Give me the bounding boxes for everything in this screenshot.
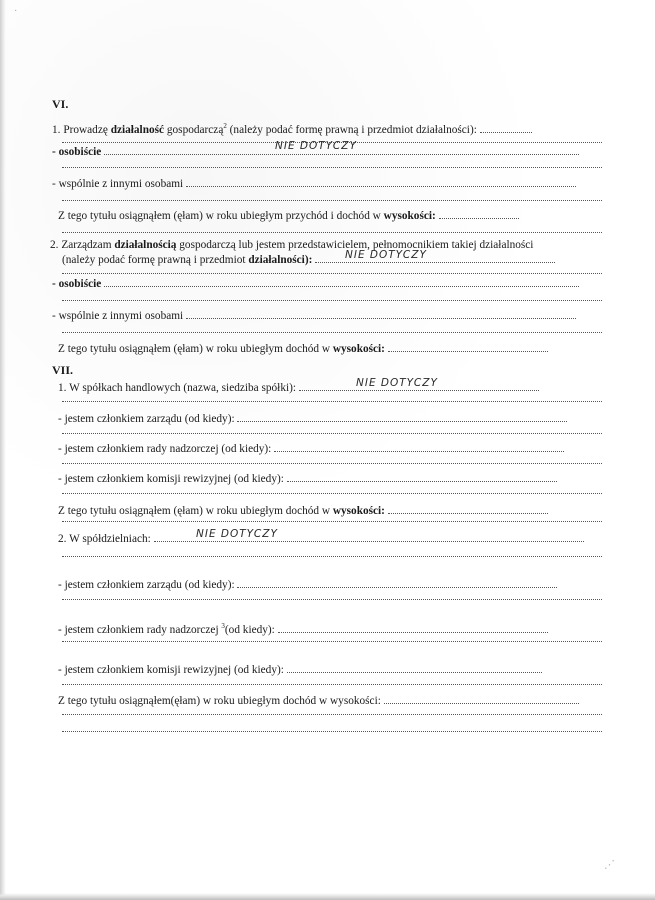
- section-6-item-2-subheader: [62, 253, 555, 267]
- handwritten-answer: NIE DOTYCZY: [345, 249, 427, 261]
- audit-label: - jestem członkiem komisji rewizyjnej (od kiedy):: [58, 664, 284, 676]
- joint-label: - wspólnie z innymi osobami: [52, 310, 184, 322]
- handwritten-answer: NIE DOTYCZY: [196, 528, 278, 540]
- section-6-item-2-header: [50, 239, 533, 252]
- answer-line: [62, 332, 602, 333]
- income-text: Z tego tytułu osiągnąłem(ęłam) w roku ubiegłym dochód w wysokości:: [58, 695, 381, 707]
- answer-dots: [480, 123, 532, 133]
- answer-dots: [388, 342, 548, 352]
- item-text-pre: Prowadzę: [63, 123, 108, 136]
- answer-dots: [237, 412, 567, 422]
- handwritten-answer: NIE DOTYCZY: [356, 377, 438, 389]
- supervisory-label: - jestem członkiem rady nadzorczej: [58, 623, 219, 636]
- item-text-tail: (należy podać formę prawną i przedmiot działalności):: [229, 123, 477, 136]
- board-label: - jestem członkiem zarządu (od kiedy):: [58, 413, 235, 425]
- scan-edge-left: [0, 0, 6, 900]
- answer-dots: [278, 623, 548, 633]
- answer-line: [62, 273, 602, 274]
- section-6-heading: VI.: [52, 97, 69, 111]
- answer-line: [62, 714, 602, 715]
- answer-line: [62, 232, 602, 233]
- item-text-bold: działalność: [110, 123, 165, 136]
- board-label: - jestem członkiem zarządu (od kiedy):: [58, 579, 235, 591]
- footnote-3: 3: [221, 622, 225, 630]
- item-text-line2-bold: działalności):: [248, 254, 313, 266]
- item-text-bold: działalnością: [114, 239, 177, 251]
- answer-line: [62, 731, 602, 732]
- scan-edge-bottom: [0, 893, 655, 900]
- scan-mark: ⋰: [604, 859, 615, 871]
- section-7-item-2-header: [58, 532, 584, 546]
- answer-dots: [439, 209, 519, 219]
- income-text: Z tego tytułu osiągnąłem (ęłam) w roku ubiegłym dochód w: [58, 505, 331, 517]
- item-label: 2. W spółdzielniach:: [58, 533, 151, 545]
- item-text-post: gospodarczą: [166, 123, 224, 136]
- answer-line: [62, 641, 602, 642]
- answer-dots: [287, 472, 557, 482]
- section-6-item-1-header: [52, 120, 532, 137]
- section-7-item-1-board: [58, 412, 567, 426]
- item-number: 2.: [50, 239, 59, 251]
- item-label: 1. W spółkach handlowych (nazwa, siedziba spółki):: [58, 382, 297, 394]
- answer-dots: [287, 663, 542, 673]
- answer-line: [62, 200, 602, 201]
- item-number: 1.: [52, 123, 61, 136]
- section-6-item-2-personal: [52, 277, 579, 291]
- scan-smudge: ·: [14, 6, 18, 17]
- section-6-item-1-income: [58, 209, 519, 223]
- section-6-item-2-income: [58, 342, 548, 356]
- section-7-item-1-income: [58, 504, 548, 518]
- section-7-heading: VII.: [52, 363, 74, 377]
- income-text: Z tego tytułu osiągnąłem (ęłam) w roku ubiegłym dochód w: [58, 343, 331, 355]
- section-7-item-1-audit: [58, 472, 557, 486]
- answer-line: [62, 521, 602, 522]
- item-text-line2: (należy podać formę prawną i przedmiot: [62, 254, 246, 266]
- item-text-post: gospodarczą lub jestem przedstawicielem, pełnomocnikiem takiej działalności: [179, 239, 534, 251]
- income-text: Z tego tytułu osiągnąłem (ęłam) w roku ubiegłym przychód i dochód w: [58, 210, 381, 222]
- personal-label: - osobiście: [52, 146, 102, 158]
- section-7-item-1-header: [58, 381, 539, 395]
- supervisory-label: - jestem członkiem rady nadzorczej (od kiedy):: [58, 443, 272, 455]
- answer-dots: [237, 578, 557, 588]
- section-7-item-2-audit: [58, 663, 542, 677]
- income-bold: wysokości:: [332, 505, 385, 517]
- section-7-item-2-supervisory: [58, 620, 548, 637]
- answer-line: [62, 599, 602, 600]
- personal-label: - osobiście: [52, 278, 102, 290]
- answer-dots: [274, 442, 564, 452]
- income-bold: wysokości:: [383, 210, 436, 222]
- answer-line: [62, 493, 602, 494]
- answer-line: [62, 463, 602, 464]
- answer-line: [62, 556, 602, 557]
- handwritten-answer: NIE DOTYCZY: [275, 140, 357, 152]
- supervisory-when: (od kiedy):: [224, 623, 275, 636]
- section-7-item-2-board: [58, 578, 557, 592]
- section-6-item-2-joint: [52, 309, 576, 323]
- answer-dots: [186, 177, 576, 187]
- section-7-item-1-supervisory: [58, 442, 564, 456]
- answer-line: [62, 167, 602, 168]
- income-bold: wysokości:: [332, 343, 385, 355]
- answer-line: [62, 300, 602, 301]
- section-6-item-1-joint: [52, 177, 576, 191]
- answer-dots: [186, 309, 576, 319]
- answer-dots: [384, 694, 579, 704]
- answer-dots: [388, 504, 548, 514]
- item-text-pre: Zarządzam: [61, 239, 112, 251]
- answer-line: [62, 433, 602, 434]
- answer-line: [62, 401, 602, 402]
- footnote-2: 2: [223, 122, 227, 130]
- audit-label: - jestem członkiem komisji rewizyjnej (od kiedy):: [58, 473, 284, 485]
- section-7-item-2-income: [58, 694, 579, 708]
- answer-line: [62, 684, 602, 685]
- joint-label: - wspólnie z innymi osobami: [52, 178, 184, 190]
- answer-dots: [104, 277, 579, 287]
